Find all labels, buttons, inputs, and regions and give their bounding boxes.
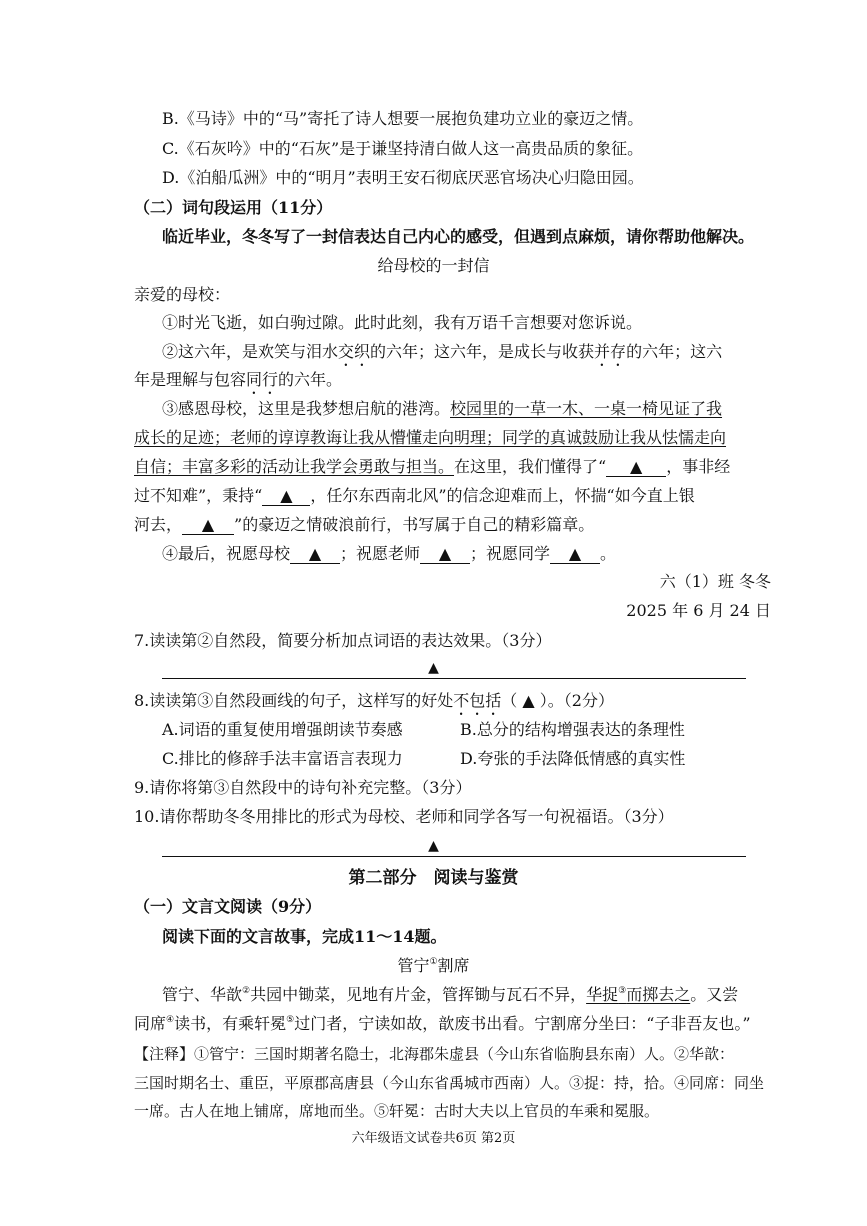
story-line-1: 管宁、华歆②共园中锄菜，见地有片金，管挥锄与瓦石不异，华捉③而掷去之。又尝	[162, 985, 739, 1004]
letter-title: 给母校的一封信	[377, 256, 490, 275]
letter-paragraph-3-line2: 成长的足迹；老师的谆谆教诲让我从懵懂走向明理；同学的真诚鼓励让我从怯懦走向	[134, 428, 727, 447]
page-footer: 六年级语文试卷共6页 第2页	[351, 1131, 516, 1146]
q8-option-d[interactable]: D.夸张的手法降低情感的真实性	[460, 749, 686, 768]
blank-wish-school[interactable]: ▲	[290, 545, 340, 564]
letter-paragraph-4: ④最后，祝愿母校 ▲ ；祝愿老师 ▲ ；祝愿同学 ▲ 。	[162, 544, 617, 563]
letter-paragraph-3-line4: 过不知难”，秉持“ ▲ ，任尔东西南北风”的信念迎难而上，怀揣“如今直上银	[134, 486, 695, 505]
letter-greeting: 亲爱的母校：	[134, 285, 231, 304]
question-9: 9.请你将第③自然段中的诗句补充完整。（3分）	[134, 778, 472, 797]
annotation-line-2: 三国时期名士、重臣，平原郡高唐县（今山东省禹城市西南）人。③捉：持，拾。④同席：同坐	[134, 1074, 765, 1092]
annotation-line-3: 一席。古人在地上铺席，席地而坐。⑤轩冕：古时大夫以上官员的车乘和冕服。	[134, 1102, 660, 1120]
letter-paragraph-2-cont: 年是理解与包容同行的六年。	[134, 370, 343, 389]
letter-paragraph-3: ③感恩母校，这里是我梦想启航的港湾。校园里的一草一木、一桌一椅见证了我	[162, 399, 723, 418]
annotation-line-1: 【注释】①管宁：三国时期著名隐士，北海郡朱虚县（今山东省临朐县东南）人。②华歆：	[134, 1045, 735, 1063]
section-heading-classical: （一）文言文阅读（9分）	[134, 897, 322, 916]
letter-signature: 六（1）班 冬冬	[659, 572, 771, 591]
dotted-word-3: 同行	[246, 370, 279, 389]
option-d: D.《泊船瓜洲》中的“明月”表明王安石彻底厌恶官场决心归隐田园。	[162, 168, 644, 187]
question-10: 10.请你帮助冬冬用排比的形式为母校、老师和同学各写一句祝福语。（3分）	[134, 807, 674, 826]
dotted-word-not-include: 不包括	[453, 691, 502, 710]
task-intro: 临近毕业，冬冬写了一封信表达自己内心的感受，但遇到点麻烦，请你帮助他解决。	[162, 227, 755, 246]
q8-option-a[interactable]: A.词语的重复使用增强朗读节奏感	[162, 720, 403, 739]
letter-date: 2025 年 6 月 24 日	[626, 601, 771, 620]
letter-paragraph-1: ①时光飞逝，如白驹过隙。此时此刻，我有万语千言想要对您诉说。	[162, 313, 643, 332]
blank-wish-classmate[interactable]: ▲	[550, 545, 600, 564]
dotted-word-2: 并存	[594, 342, 627, 361]
letter-paragraph-3-line3: 自信；丰富多彩的活动让我学会勇敢与担当。在这里，我们懂得了“ ▲ ，事非经	[134, 457, 731, 476]
blank-poem-1[interactable]: ▲	[606, 458, 666, 477]
q8-option-b[interactable]: B.总分的结构增强表达的条理性	[460, 720, 685, 739]
reading-intro: 阅读下面的文言故事，完成11～14题。	[162, 927, 447, 946]
letter-paragraph-3-line5: 河去， ▲ ”的豪迈之情破浪前行，书写属于自己的精彩篇章。	[134, 515, 595, 534]
part-2-title: 第二部分 阅读与鉴赏	[348, 868, 519, 888]
answer-mark-q10: ▲	[428, 838, 439, 854]
letter-paragraph-2: ②这六年，是欢笑与泪水交织的六年；这六年，是成长与收获并存的六年；这六	[162, 342, 723, 361]
answer-mark-q7: ▲	[428, 660, 439, 676]
question-8: 8.读读第③自然段画线的句子，这样写的好处不包括（ ▲ ）。（2分）	[134, 691, 614, 710]
underlined-phrase: 华捉③而掷去之	[586, 985, 691, 1004]
question-7: 7.读读第②自然段，简要分析加点词语的表达效果。（3分）	[134, 631, 552, 650]
blank-wish-teacher[interactable]: ▲	[420, 545, 470, 564]
answer-line-q10[interactable]	[162, 856, 746, 857]
story-title: 管宁①割席	[397, 956, 470, 975]
option-c: C.《石灰吟》中的“石灰”是于谦坚持清白做人这一高贵品质的象征。	[162, 139, 644, 158]
blank-poem-3[interactable]: ▲	[182, 516, 234, 535]
section-heading-word-use: （二）词句段运用（11分）	[134, 198, 333, 217]
blank-poem-2[interactable]: ▲	[262, 487, 310, 506]
option-b: B.《马诗》中的“马”寄托了诗人想要一展抱负建功立业的豪迈之情。	[162, 109, 644, 128]
q8-option-c[interactable]: C.排比的修辞手法丰富语言表现力	[162, 749, 403, 768]
dotted-word-1: 交织	[338, 342, 371, 361]
underlined-sentence: 校园里的一草一木、一桌一椅见证了我	[450, 399, 723, 418]
answer-line-q7[interactable]	[162, 678, 746, 679]
story-line-2: 同席④读书，有乘轩冕⑤过门者，宁读如故，歆废书出看。宁割席分坐曰：“子非吾友也。”	[134, 1014, 751, 1033]
